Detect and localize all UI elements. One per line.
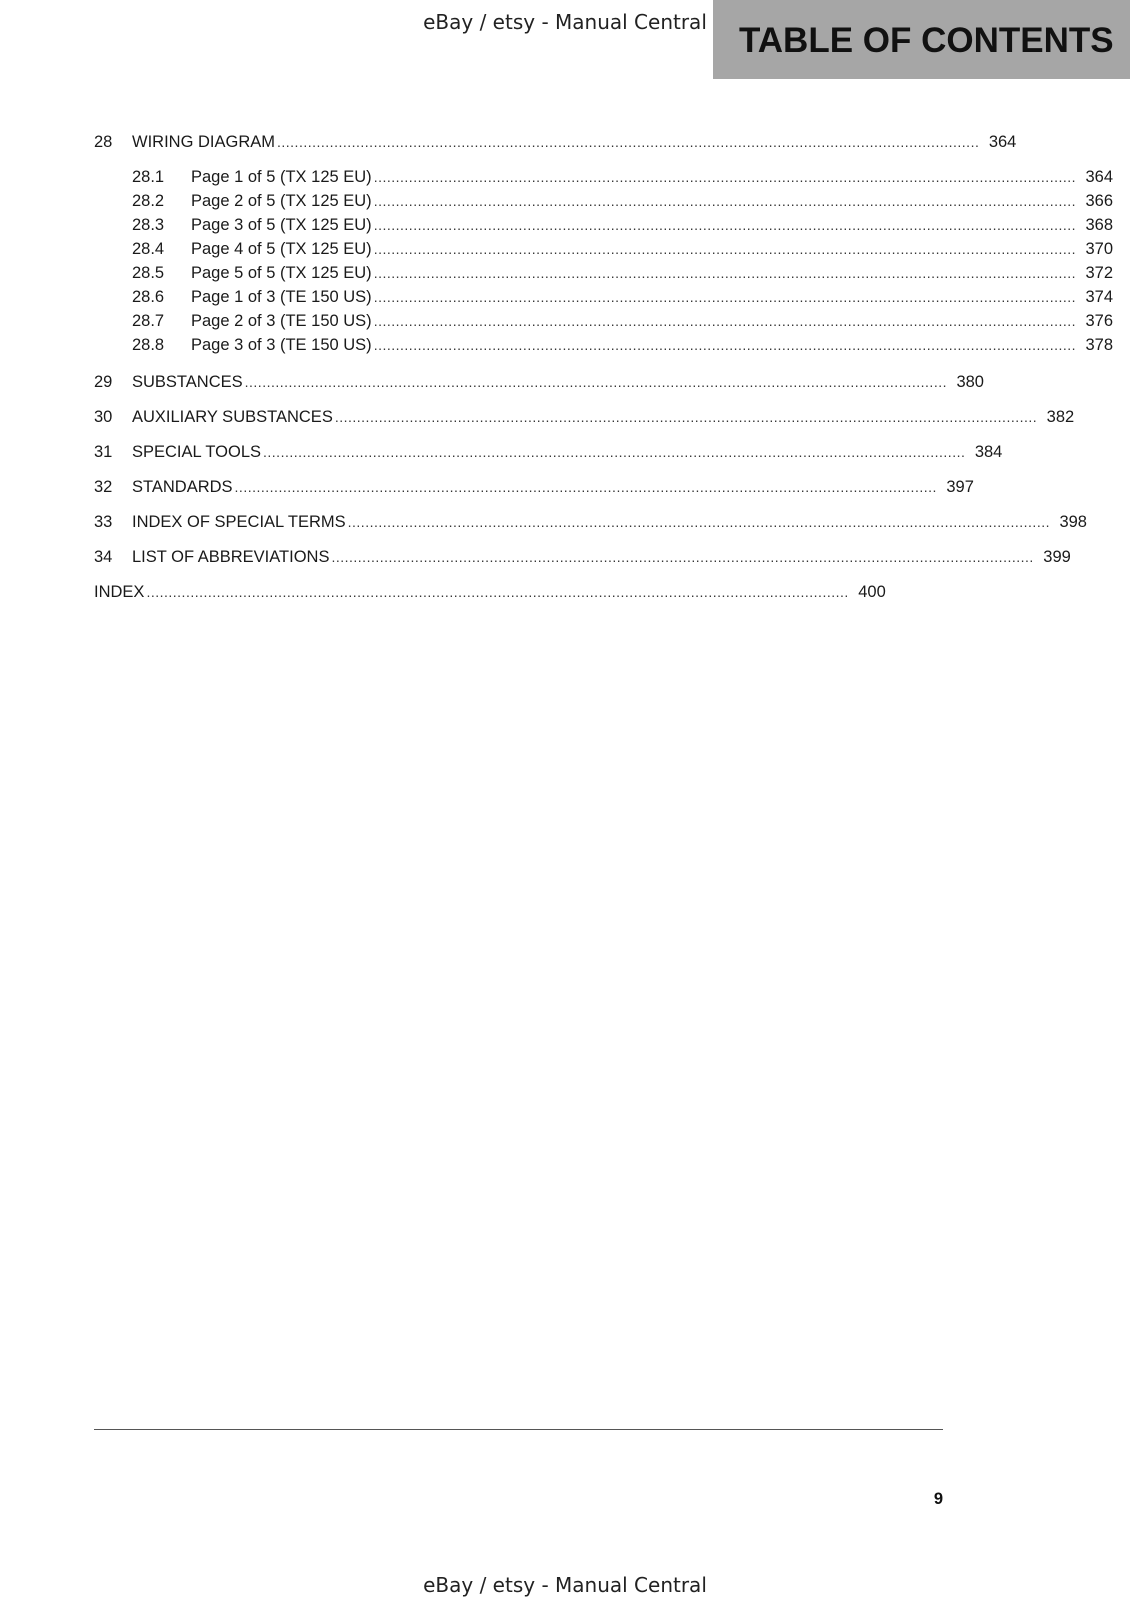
toc-entry-title: Page 2 of 3 (TE 150 US): [191, 312, 372, 330]
toc-entry-page: 398: [1059, 513, 1087, 531]
page-title: TABLE OF CONTENTS: [739, 21, 1114, 60]
toc-entry-number: 33: [94, 513, 113, 531]
toc-entry-title: Page 2 of 5 (TX 125 EU): [191, 192, 372, 210]
toc-entry-number: 29: [94, 373, 113, 391]
toc-entry-title: WIRING DIAGRAM: [132, 133, 275, 151]
toc-subentry[interactable]: [132, 287, 1114, 307]
toc-entry-title: INDEX: [94, 583, 145, 601]
footer-divider: [94, 1429, 943, 1430]
toc-subentry[interactable]: [132, 335, 1114, 355]
toc-entry-title: SPECIAL TOOLS: [132, 443, 262, 461]
toc-entry-page: 376: [1085, 312, 1114, 330]
toc-subentry[interactable]: [132, 191, 1114, 211]
toc-dot-leader: ................................................................................................................................................................: [277, 134, 980, 150]
toc-entry-number: 28.2: [132, 192, 165, 210]
toc-entry-page: 382: [1046, 408, 1075, 426]
section-header-band: [713, 0, 1130, 79]
toc-dot-leader: ................................................................................................................................................................: [244, 374, 947, 390]
toc-entry-number: 28.5: [132, 264, 165, 282]
toc-dot-leader: ................................................................................................................................................................: [331, 549, 1034, 565]
toc-dot-leader: ................................................................................................................................................................: [373, 241, 1077, 257]
toc-entry-number: 28.8: [132, 336, 165, 354]
toc-entry-number: 28.7: [132, 312, 165, 330]
toc-entry-title: STANDARDS: [132, 478, 233, 496]
toc-entry-page: 384: [974, 443, 1003, 461]
toc-entry-number: 34: [94, 548, 113, 566]
toc-subentry[interactable]: [132, 167, 1114, 187]
toc-entry-title: SUBSTANCES: [132, 373, 243, 391]
toc-subentry[interactable]: [132, 263, 1114, 283]
toc-subentry[interactable]: [132, 239, 1114, 259]
toc-entry-number: 28.4: [132, 240, 165, 258]
toc-entry-title: Page 3 of 5 (TX 125 EU): [191, 216, 372, 234]
toc-subentry[interactable]: [132, 311, 1114, 331]
toc-entry-title: Page 3 of 3 (TE 150 US): [191, 336, 372, 354]
toc-entry-title: INDEX OF SPECIAL TERMS: [132, 513, 346, 531]
toc-dot-leader: ................................................................................................................................................................: [347, 514, 1050, 530]
toc-dot-leader: ................................................................................................................................................................: [373, 217, 1077, 233]
toc-entry-number: 32: [94, 478, 113, 496]
toc-entry-number: 28.1: [132, 168, 165, 186]
toc-subentry[interactable]: [132, 215, 1114, 235]
toc-dot-leader: ................................................................................................................................................................: [334, 409, 1038, 425]
toc-dot-leader: ................................................................................................................................................................: [373, 289, 1077, 305]
toc-entry-page: 378: [1085, 336, 1114, 354]
toc-entry-title: Page 5 of 5 (TX 125 EU): [191, 264, 372, 282]
toc-entry-number: 30: [94, 408, 113, 426]
toc-dot-leader: ................................................................................................................................................................: [373, 265, 1077, 281]
toc-entry-page: 399: [1043, 548, 1071, 566]
toc-entry-index[interactable]: [94, 582, 886, 602]
toc-entry[interactable]: [94, 407, 1075, 427]
toc-dot-leader: ................................................................................................................................................................: [146, 584, 849, 600]
toc-entry-page: 397: [946, 478, 974, 496]
toc-entry-number: 28.6: [132, 288, 165, 306]
toc-dot-leader: ................................................................................................................................................................: [263, 444, 966, 460]
toc-entry-title: Page 1 of 3 (TE 150 US): [191, 288, 372, 306]
toc-entry-page: 366: [1085, 192, 1114, 210]
toc-entry[interactable]: [94, 132, 1017, 152]
toc-entry-number: 28.3: [132, 216, 165, 234]
toc-entry-page: 380: [956, 373, 984, 391]
toc-entry-page: 364: [1085, 168, 1114, 186]
toc-entry-title: Page 1 of 5 (TX 125 EU): [191, 168, 372, 186]
watermark-top: eBay / etsy - Manual Central: [423, 10, 707, 34]
toc-dot-leader: ................................................................................................................................................................: [373, 169, 1077, 185]
toc-dot-leader: ................................................................................................................................................................: [373, 337, 1077, 353]
toc-entry[interactable]: [94, 512, 1087, 532]
toc-entry-page: 370: [1085, 240, 1114, 258]
toc-entry-page: 364: [988, 133, 1017, 151]
toc-dot-leader: ................................................................................................................................................................: [373, 313, 1077, 329]
toc-entry-page: 368: [1085, 216, 1114, 234]
toc-dot-leader: ................................................................................................................................................................: [373, 193, 1077, 209]
toc-entry-page: 374: [1085, 288, 1114, 306]
toc-dot-leader: ................................................................................................................................................................: [234, 479, 937, 495]
toc-entry-title: LIST OF ABBREVIATIONS: [132, 548, 330, 566]
page-number: 9: [933, 1490, 943, 1508]
toc-entry[interactable]: [94, 442, 1003, 462]
toc-entry-title: AUXILIARY SUBSTANCES: [132, 408, 333, 426]
watermark-bottom: eBay / etsy - Manual Central: [423, 1573, 707, 1597]
toc-entry-title: Page 4 of 5 (TX 125 EU): [191, 240, 372, 258]
toc-entry-number: 31: [94, 443, 113, 461]
toc-entry-page: 400: [858, 583, 886, 601]
toc-entry-number: 28: [94, 133, 113, 151]
toc-entry[interactable]: [94, 372, 984, 392]
toc-entry[interactable]: [94, 477, 974, 497]
toc-entry-page: 372: [1085, 264, 1114, 282]
toc-entry[interactable]: [94, 547, 1071, 567]
